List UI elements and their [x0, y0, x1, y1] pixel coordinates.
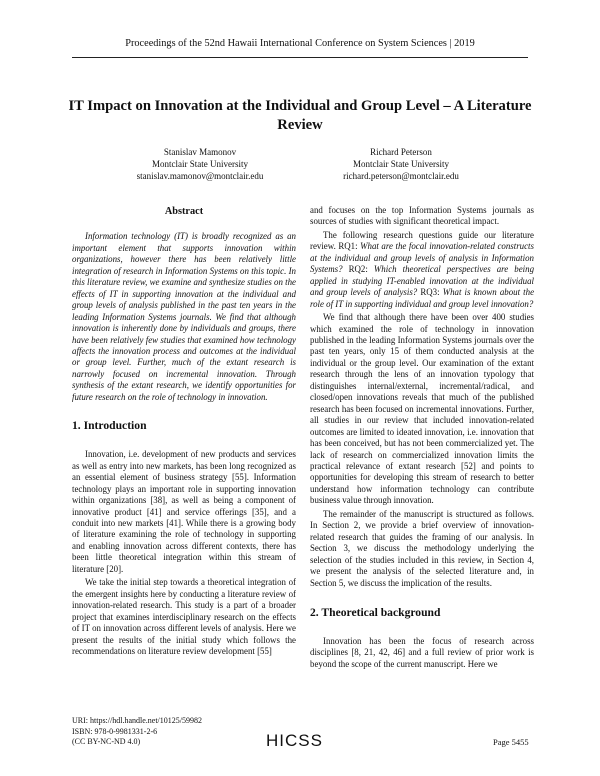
abstract-body: Information technology (IT) is broadly recognized as an important element that supports innovation within organizations, however there has been relatively little integration of research in Information Systems on this topic. In this literature review, we examine and synthesize studies on the effects of IT in supporting innovation at the individual and group levels of analysis published in the past ten years in the leading Information Systems journals. We find that although innovation is inherently done by individuals and groups, there have been relatively few studies that examined how technology affects the innovation process and outcomes at the individual or group level. Further, much of the extant research is narrowly focused on incremental innovation. Through synthesis of the extant research, we identify opportunities for future research on the role of technology in innovation. [72, 231, 296, 402]
research-questions-paragraph [310, 230, 534, 310]
author-affiliation: Montclair State University [152, 159, 248, 169]
license-text: (CC BY-NC-ND 4.0) [72, 737, 141, 746]
page-number: Page 5455 [493, 737, 529, 747]
findings-paragraph: We find that although there have been over 400 studies which examined the role of technology in innovation published in the leading Information Systems journals over the past ten years, only 15 of them conducted analysis at the individual or the group level. Our examination of the extant research through the lens of an innovation typology that distinguishes internal/external, incremental/radical, and closed/open innovations reveals that much of the published research has been focused on incremental innovations. Further, all studies in our review that included innovation-related outcomes are limited to ideated innovation, i.e. innovation that has been conceived, but has not been commercialized yet. The lack of research on commercialized innovation limits the practical relevance of extant research [52] and points to opportunities for developing this stream of research to better understand how information technology can contribute business value through innovation. [310, 312, 534, 506]
header-rule [72, 57, 528, 58]
author-affiliation: Montclair State University [353, 159, 449, 169]
isbn-text: ISBN: 978-0-9981331-2-6 [72, 726, 158, 736]
rq-intro: The following research questions guide our literature review. RQ1: [310, 229, 534, 252]
intro-paragraph-2-continued: and focuses on the top Information Systems journals as sources of studies with significant theoretical impact. [310, 205, 534, 227]
author-email: richard.peterson@montclair.edu [343, 171, 459, 181]
rq2-text: Which theoretical perspectives are being applied in studying IT-enabled innovation at the individual and group levels of analysis? [310, 264, 535, 298]
left-column [72, 206, 296, 657]
footnote [72, 716, 202, 748]
author-name: Richard Peterson [370, 147, 432, 157]
rq2-label: RQ2: [342, 264, 374, 275]
hicss-logo: HICSS [266, 731, 323, 750]
background-paragraph-1: Innovation has been the focus of research across disciplines [8, 21, 42, 46] and a full review of prior work is beyond the scope of the current manuscript. Here we [310, 635, 534, 669]
author-block-2 [306, 146, 496, 182]
intro-paragraph-2: We take the initial step towards a theoretical integration of the emergent insights here by conducting a literature review of innovation-related research. This study is a part of a broader project that examines interdisciplinary research on the effects of IT on innovation across different levels of analysis. Here we present the results of the initial study which follows the recommendations on literature review development [55] [72, 577, 296, 656]
running-head: Proceedings of the 52nd Hawaii International Conference on System Sciences | 2019 [125, 38, 475, 49]
author-name: Stanislav Mamonov [163, 147, 237, 157]
rq3-label: RQ3: [417, 287, 443, 298]
abstract-heading: Abstract [164, 206, 204, 217]
rq3-text: What is known about the role of IT in supporting individual and group level innovation? [310, 287, 535, 309]
intro-paragraph-1: Innovation, i.e. development of new products and services as well as entry into new markets, has been long recognized as an essential element of business strategy [55]. Information technology plays an important role in supporting innovation within organizations [38], as well as being a component of innovative product [41] and service offerings [35], and a conduit into new markets [41]. While there is a growing body of literature examining the role of technology in supporting and enabling innovation across different contexts, there has been little theoretical integration within this stream of literature [20]. [72, 449, 296, 574]
uri-text: URI: https://hdl.handle.net/10125/59982 [72, 716, 202, 725]
section-heading-theoretical-background: 2. Theoretical background [310, 605, 441, 619]
right-column [310, 205, 534, 670]
paper-title: IT Impact on Innovation at the Individual and Group Level – A Literature Review [68, 98, 532, 133]
rq1-text: What are the focal innovation-related constructs at the individual and group levels of analysis in Information Systems? [310, 241, 534, 275]
author-email: stanislav.mamonov@montclair.edu [136, 171, 264, 181]
structure-paragraph: The remainder of the manuscript is structured as follows. In Section 2, we provide a brief overview of innovation-related research that guides the framing of our analysis. In Section 3, we discuss the methodology underlying the selection of the studies included in this review, in Section 4, we present the analysis of the selected literature and, in Section 5, we discuss the implication of the results. [310, 508, 534, 588]
section-heading-introduction: 1. Introduction [72, 419, 147, 433]
author-block-1 [105, 146, 295, 182]
